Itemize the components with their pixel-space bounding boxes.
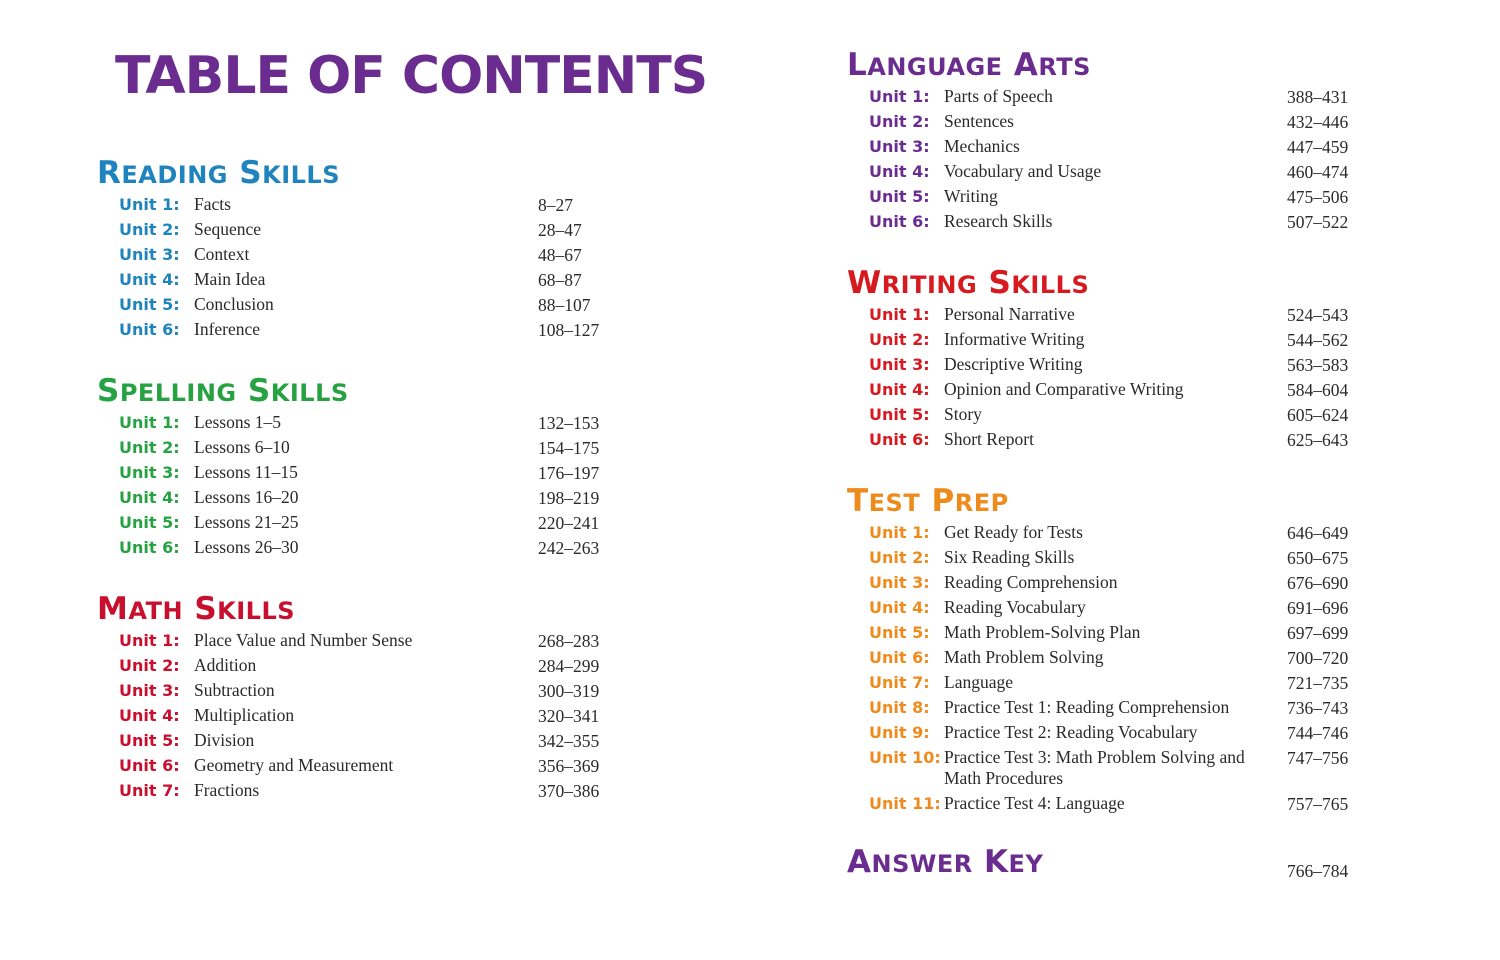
unit-pages: 563–583 [1287, 355, 1349, 375]
unit-topic: Parts of Speech [944, 86, 1053, 106]
unit-topic: Facts [194, 194, 231, 214]
toc-row[interactable] [97, 730, 837, 755]
unit-topic: Vocabulary and Usage [944, 161, 1102, 181]
unit-label: Unit 1: [869, 87, 930, 106]
unit-pages: 757–765 [1287, 794, 1349, 814]
unit-pages: 475–506 [1287, 187, 1349, 207]
unit-pages: 242–263 [538, 538, 600, 558]
toc-row[interactable] [97, 319, 837, 344]
unit-pages: 650–675 [1287, 548, 1349, 568]
unit-topic: Research Skills [944, 211, 1053, 231]
section-reading-skills [97, 152, 837, 344]
unit-pages: 356–369 [538, 756, 600, 776]
toc-row[interactable] [847, 379, 1500, 404]
toc-row[interactable] [97, 462, 837, 487]
toc-row[interactable] [97, 537, 837, 562]
section-title: MATH SKILLS [97, 591, 296, 627]
unit-label: Unit 3: [119, 681, 180, 700]
unit-label: Unit 6: [119, 538, 180, 557]
unit-topic: Story [944, 404, 982, 424]
toc-row[interactable] [97, 412, 837, 437]
unit-label: Unit 5: [119, 513, 180, 532]
unit-pages: 697–699 [1287, 623, 1349, 643]
toc-row[interactable] [847, 404, 1500, 429]
unit-pages: 132–153 [538, 413, 600, 433]
unit-pages: 700–720 [1287, 648, 1349, 668]
toc-row[interactable] [97, 512, 837, 537]
toc-row[interactable] [847, 161, 1500, 186]
unit-pages: 48–67 [538, 245, 582, 265]
toc-row[interactable] [847, 354, 1500, 379]
toc-row[interactable] [847, 622, 1500, 647]
unit-label: Unit 2: [869, 112, 930, 131]
unit-label: Unit 1: [119, 631, 180, 650]
toc-row[interactable] [97, 755, 837, 780]
unit-topic: Practice Test 1: Reading Comprehension [944, 697, 1230, 717]
section-heading [847, 841, 1043, 883]
toc-row[interactable] [847, 722, 1500, 747]
unit-label: Unit 7: [119, 781, 180, 800]
unit-label: Unit 6: [869, 430, 930, 449]
unit-label: Unit 5: [869, 623, 930, 642]
unit-label: Unit 8: [869, 698, 930, 717]
unit-topic: Lessons 26–30 [194, 537, 299, 557]
toc-row[interactable] [97, 269, 837, 294]
toc-row[interactable] [847, 697, 1500, 722]
unit-pages: 447–459 [1287, 137, 1349, 157]
unit-label: Unit 4: [869, 598, 930, 617]
unit-topic: Lessons 21–25 [194, 512, 299, 532]
unit-pages: 625–643 [1287, 430, 1349, 450]
unit-topic: Opinion and Comparative Writing [944, 379, 1184, 399]
unit-topic: Get Ready for Tests [944, 522, 1083, 542]
toc-row[interactable] [97, 705, 837, 730]
unit-topic: Short Report [944, 429, 1034, 449]
unit-pages: 721–735 [1287, 673, 1349, 693]
toc-row[interactable] [847, 672, 1500, 697]
unit-topic: Sequence [194, 219, 262, 239]
section-math-skills [97, 588, 837, 805]
toc-row[interactable] [847, 211, 1500, 236]
section-heading [97, 370, 837, 412]
unit-pages: 68–87 [538, 270, 582, 290]
unit-pages: 176–197 [538, 463, 600, 483]
unit-label: Unit 3: [119, 245, 180, 264]
toc-row[interactable] [97, 487, 837, 512]
section-title: WRITING SKILLS [847, 265, 1090, 301]
unit-pages: 605–624 [1287, 405, 1349, 425]
unit-pages: 268–283 [538, 631, 600, 651]
toc-row[interactable] [847, 111, 1500, 136]
unit-pages: 691–696 [1287, 598, 1349, 618]
toc-row[interactable] [847, 86, 1500, 111]
toc-row[interactable] [847, 136, 1500, 161]
unit-label: Unit 3: [869, 573, 930, 592]
unit-topic: Fractions [194, 780, 260, 800]
toc-row[interactable] [97, 655, 837, 680]
unit-pages: 370–386 [538, 781, 600, 801]
unit-topic: Addition [194, 655, 257, 675]
toc-row[interactable] [847, 597, 1500, 622]
unit-pages: 432–446 [1287, 112, 1349, 132]
unit-topic: Sentences [944, 111, 1014, 131]
toc-row[interactable] [847, 522, 1500, 547]
unit-label: Unit 4: [869, 380, 930, 399]
unit-topic: Language [944, 672, 1013, 692]
unit-topic: Lessons 16–20 [194, 487, 299, 507]
unit-label: Unit 3: [869, 355, 930, 374]
unit-label: Unit 5: [119, 731, 180, 750]
page-title: TABLE OF CONTENTS [115, 46, 708, 106]
unit-pages: 198–219 [538, 488, 600, 508]
toc-row[interactable] [847, 793, 1500, 818]
unit-label: Unit 2: [869, 548, 930, 567]
section-heading [97, 588, 837, 630]
unit-pages: 460–474 [1287, 162, 1349, 182]
unit-topic: Descriptive Writing [944, 354, 1083, 374]
section-heading [847, 44, 1500, 86]
toc-row[interactable] [97, 244, 837, 269]
unit-pages: 300–319 [538, 681, 600, 701]
unit-label: Unit 6: [119, 320, 180, 339]
unit-pages: 646–649 [1287, 523, 1349, 543]
unit-pages: 220–241 [538, 513, 600, 533]
section-title: TEST PREP [847, 483, 1009, 519]
unit-topic: Writing [944, 186, 998, 206]
unit-topic: Lessons 11–15 [194, 462, 298, 482]
unit-topic: Lessons 6–10 [194, 437, 290, 457]
section-test-prep [847, 480, 1500, 818]
unit-label: Unit 2: [869, 330, 930, 349]
toc-row[interactable] [97, 630, 837, 655]
unit-label: Unit 6: [119, 756, 180, 775]
toc-row[interactable] [847, 747, 1500, 793]
unit-pages: 284–299 [538, 656, 600, 676]
unit-label: Unit 1: [869, 305, 930, 324]
unit-topic: Mechanics [944, 136, 1020, 156]
unit-label: Unit 5: [869, 187, 930, 206]
unit-pages: 744–746 [1287, 723, 1349, 743]
unit-topic: Personal Narrative [944, 304, 1075, 324]
unit-pages: 108–127 [538, 320, 600, 340]
unit-topic: Six Reading Skills [944, 547, 1075, 567]
section-heading [847, 262, 1500, 304]
unit-label: Unit 1: [119, 413, 180, 432]
toc-row[interactable] [847, 304, 1500, 329]
section-writing-skills [847, 262, 1500, 454]
unit-pages: 8–27 [538, 195, 573, 215]
unit-label: Unit 6: [869, 212, 930, 231]
answer-key-pages: 766–784 [1287, 861, 1349, 881]
unit-label: Unit 1: [119, 195, 180, 214]
toc-row[interactable] [847, 329, 1500, 354]
unit-pages: 388–431 [1287, 87, 1349, 107]
unit-topic: Conclusion [194, 294, 274, 314]
unit-pages: 88–107 [538, 295, 591, 315]
unit-pages: 736–743 [1287, 698, 1349, 718]
unit-pages: 320–341 [538, 706, 600, 726]
unit-label: Unit 5: [869, 405, 930, 424]
unit-label: Unit 1: [869, 523, 930, 542]
toc-row[interactable] [847, 647, 1500, 672]
unit-label: Unit 3: [869, 137, 930, 156]
toc-row[interactable] [97, 780, 837, 805]
toc-row[interactable] [847, 429, 1500, 454]
unit-topic: Multiplication [194, 705, 295, 725]
section-title: READING SKILLS [97, 155, 341, 191]
unit-label: Unit 5: [119, 295, 180, 314]
unit-topic: Math Problem-Solving Plan [944, 622, 1141, 642]
unit-label: Unit 11: [869, 794, 941, 813]
section-title: LANGUAGE ARTS [847, 47, 1091, 83]
section-spelling-skills [97, 370, 837, 562]
toc-row[interactable] [97, 294, 837, 319]
unit-label: Unit 7: [869, 673, 930, 692]
unit-label: Unit 4: [869, 162, 930, 181]
unit-topic: Main Idea [194, 269, 266, 289]
unit-pages: 544–562 [1287, 330, 1349, 350]
unit-label: Unit 4: [119, 488, 180, 507]
unit-topic: Division [194, 730, 255, 750]
unit-topic: Informative Writing [944, 329, 1085, 349]
toc-row[interactable] [97, 437, 837, 462]
unit-topic: Reading Comprehension [944, 572, 1118, 592]
unit-pages: 676–690 [1287, 573, 1349, 593]
unit-label: Unit 10: [869, 748, 941, 767]
unit-label: Unit 2: [119, 438, 180, 457]
unit-topic: Reading Vocabulary [944, 597, 1086, 617]
unit-topic: Math Problem Solving [944, 647, 1104, 667]
section-heading [97, 152, 837, 194]
toc-row[interactable] [847, 186, 1500, 211]
unit-label: Unit 6: [869, 648, 930, 667]
unit-label: Unit 2: [119, 656, 180, 675]
toc-row[interactable] [847, 572, 1500, 597]
unit-label: Unit 3: [119, 463, 180, 482]
unit-topic: Practice Test 2: Reading Vocabulary [944, 722, 1198, 742]
section-heading [847, 480, 1500, 522]
unit-label: Unit 2: [119, 220, 180, 239]
unit-pages: 154–175 [538, 438, 600, 458]
unit-pages: 747–756 [1287, 748, 1349, 768]
unit-label: Unit 9: [869, 723, 930, 742]
unit-topic: Context [194, 244, 250, 264]
unit-pages: 342–355 [538, 731, 600, 751]
unit-topic: Geometry and Measurement [194, 755, 394, 775]
unit-label: Unit 4: [119, 706, 180, 725]
section-title: ANSWER KEY [847, 844, 1044, 880]
answer-key-row[interactable] [847, 841, 1497, 887]
unit-pages: 524–543 [1287, 305, 1349, 325]
unit-topic: Place Value and Number Sense [194, 630, 413, 650]
unit-pages: 28–47 [538, 220, 582, 240]
unit-pages: 584–604 [1287, 380, 1349, 400]
unit-topic: Lessons 1–5 [194, 412, 282, 432]
section-title: SPELLING SKILLS [97, 373, 349, 409]
unit-pages: 507–522 [1287, 212, 1349, 232]
unit-topic: Inference [194, 319, 261, 339]
toc-row[interactable] [847, 547, 1500, 572]
unit-topic: Subtraction [194, 680, 275, 700]
unit-topic: Practice Test 3: Math Problem Solving and Math Procedures [944, 747, 1245, 788]
toc-row[interactable] [97, 680, 837, 705]
section-language-arts [847, 44, 1500, 236]
toc-row[interactable] [97, 194, 837, 219]
unit-topic: Practice Test 4: Language [944, 793, 1125, 813]
toc-row[interactable] [97, 219, 837, 244]
unit-label: Unit 4: [119, 270, 180, 289]
